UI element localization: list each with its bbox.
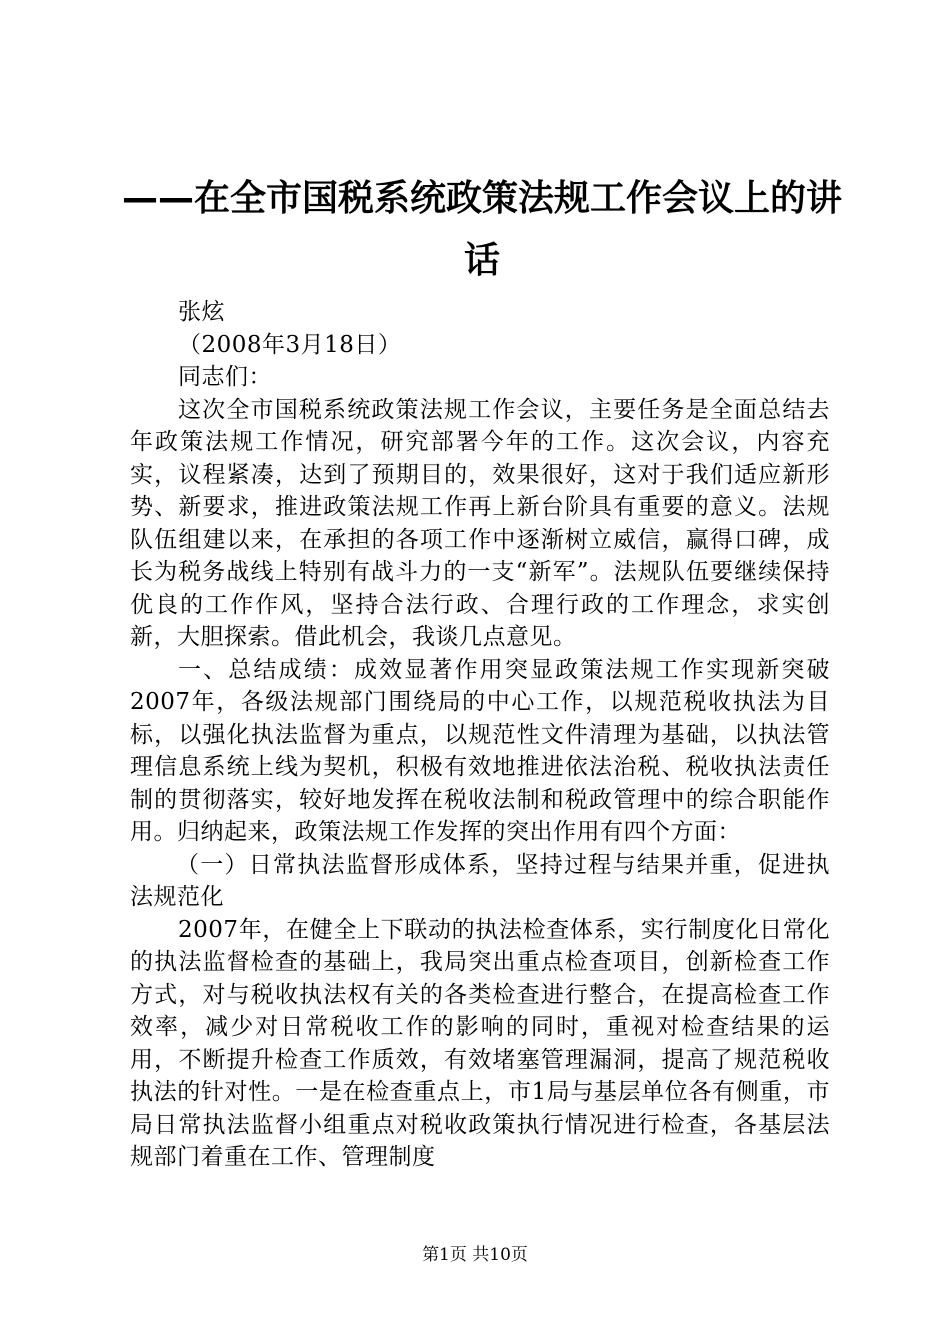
document-body <box>130 296 830 1174</box>
subsection-heading: （一）日常执法监督形成体系，坚持过程与结果并重，促进执法规范化 <box>130 851 830 910</box>
author-line: 张炫 <box>178 299 225 325</box>
document-title: ——在全市国税系统政策法规工作会议上的讲话 <box>122 178 843 281</box>
page-number-footer: 第1页 共10页 <box>422 1245 528 1265</box>
date-line: （2008年3月18日） <box>178 331 402 358</box>
body-paragraph: 这次全市国税系统政策法规工作会议，主要任务是全面总结去年政策法规工作情况，研究部署今年的工作。这次会议，内容充实，议程紧凑，达到了预期目的，效果很好，这对于我们适应新形势、新要求，推进政策法规工作再上新台阶具有重要的意义。法规队伍组建以来，在承担的各项工作中逐渐树立威信，赢得口碑，成长为税务战线上特别有战斗力的一支“新军”。法规队伍要继续保持优良的工作作风，坚持合法行政、合理行政的工作理念，求实创新，大胆探索。借此机会，我谈几点意见。 <box>130 396 830 650</box>
body-paragraph: 2007年，在健全上下联动的执法检查体系，实行制度化日常化的执法监督检查的基础上，我局突出重点检查项目，创新检查工作方式，对与税收执法权有关的各类检查进行整合，在提高检查工作效率，减少对日常税收工作的影响的同时，重视对检查结果的运用，不断提升检查工作质效，有效堵塞管理漏洞，提高了规范税收执法的针对性。一是在检查重点上，市1局与基层单位各有侧重，市局日常执法监督小组重点对税收政策执行情况进行检查，各基层法规部门着重在工作、管理制度 <box>130 916 830 1170</box>
section-heading-paragraph: 一、总结成绩：成效显著作用突显政策法规工作实现新突破2007年，各级法规部门围绕局的中心工作，以规范税收执法为目标，以强化执法监督为重点，以规范性文件清理为基础，以执法管理信息系统上线为契机，积极有效地推进依法治税、税收执法责任制的贯彻落实，较好地发挥在税收法制和税政管理中的综合职能作用。归纳起来，政策法规工作发挥的突出作用有四个方面： <box>130 656 830 845</box>
salutation-line: 同志们： <box>178 364 272 390</box>
